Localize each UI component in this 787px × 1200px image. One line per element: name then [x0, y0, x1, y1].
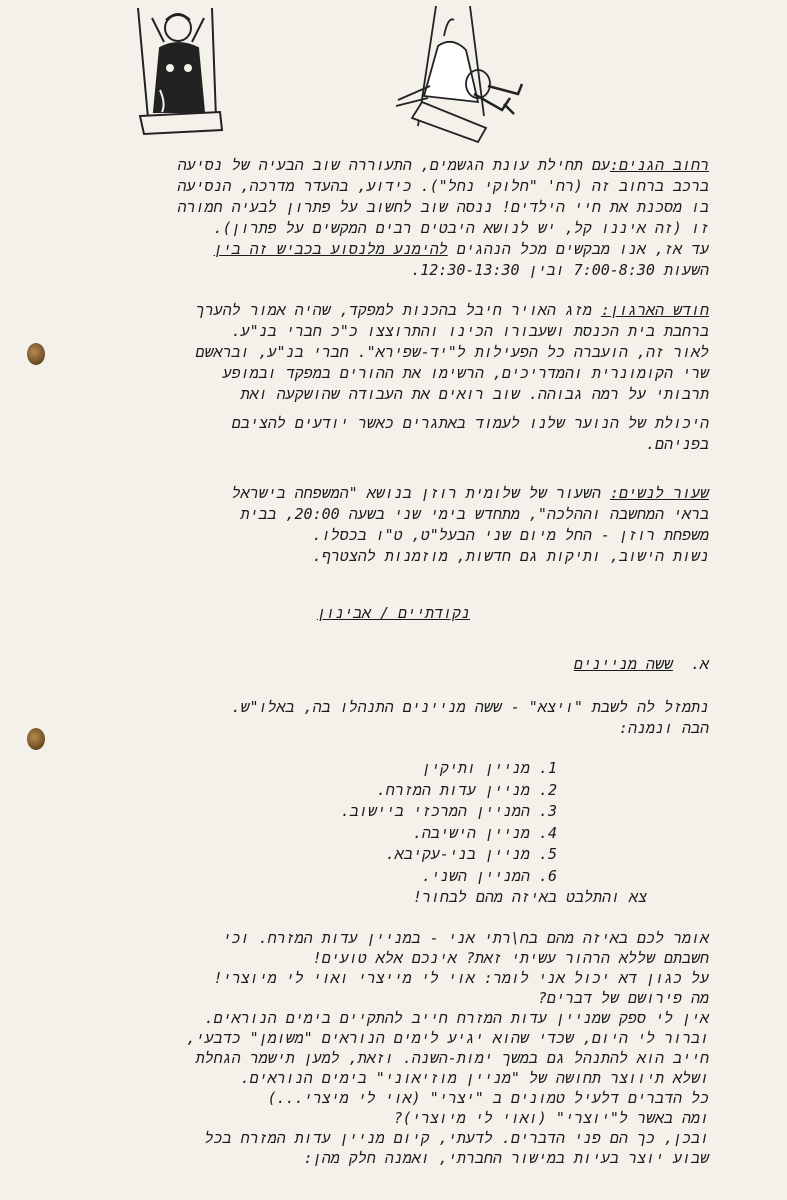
body-line: ושלא תיווצר תחושה של "מניין מוזיאוני" בימים הנוראים.: [240, 1069, 709, 1087]
organization-month-notice: [69, 300, 709, 455]
street-line: השעות 7:00-8:30 ובין 12:30-13:30.: [411, 261, 709, 279]
article-body: [69, 928, 709, 1168]
subsection-title: ששה מניינים: [573, 655, 673, 673]
body-line: מה פירושם של דברים?: [537, 989, 709, 1007]
body-line: כל הדברים דלעיל טמונים ב "יצרי" (אוי לי מיצרי...): [267, 1089, 709, 1107]
body-line: חשבתם שללא הרהור עשיתי זאת? אינכם אלא טועים!: [312, 949, 709, 967]
body-line: אין לי ספק שמניין עדות המזרח חייב להתקיים בימים הנוראים.: [204, 1009, 709, 1027]
list-footer: [7, 887, 647, 908]
street-line: זו (זה איננו קל, יש לנושא היבטים רבים המקשים על פתרון).: [213, 219, 709, 237]
organization-line: תרבותי על רמה גבוהה. שוב רואים את העבודה שהושקעה ואת: [240, 385, 709, 403]
organization-line: היכולת של הנוער שלנו לעמוד באתגרים כאשר יודעים להציבם: [231, 414, 709, 432]
body-line: על כגון דא יכול אני לומר: אוי לי מייצרי ואוי לי מיוצרי!: [213, 969, 709, 987]
list-item: 2. מניין עדות המזרח.: [376, 780, 557, 799]
body-line: וברור לי היום, שכדי שהוא יגיע לימים הנוראים "משומן" כדבעי,: [186, 1029, 709, 1047]
body-line: ובכן, כך הם פני הדברים. לדעתי, קיום מניין עדות המזרח בכל: [204, 1129, 709, 1147]
womens-lesson-line: נשות הישוב, ותיקות גם חדשות, מוזמנות להצטרף.: [312, 547, 709, 565]
organization-line: לאור זה, הועברה כל הפעילות ל"יד-שפירא". חברי בנ"ע, ובראשם: [195, 343, 709, 361]
womens-lesson-line: משפחת רוזן - החל מיום שני הבעל"ט, ט"ו בכסלו.: [312, 526, 709, 544]
list-item: 4. מניין הישיבה.: [412, 823, 557, 842]
intro-line: נתמזל לה לשבת "ויצא" - ששה מניינים התנהלו בה, באלו"ש.: [231, 698, 709, 716]
womens-lesson-line: השעור של שלומית רוזן בנושא "המשפחה בישראל: [231, 484, 610, 502]
street-line: עם תחילת עונת הגשמים, התעוררה שוב הבעיה של נסיעה: [177, 156, 610, 174]
subsection-letter: א.: [690, 655, 709, 673]
intro-line: הבה ונמנה:: [618, 719, 709, 737]
body-line: אומר לכם באיזה מהם בח\רתי אני - במניין עדות המזרח. וכי: [222, 929, 709, 947]
street-line: בו מסכנת את חיי הילדים! ננסה שוב לחשוב על פתרון לבעיה חמורה: [177, 198, 709, 216]
list-item: 3. המניין המרכזי ביישוב.: [340, 802, 557, 820]
body-line: שבוע יוצר בעיות במישור החברתי, ואמנה חלק מהן:: [303, 1149, 709, 1167]
organization-line: בפניהם.: [645, 435, 709, 453]
minyanim-list: [341, 758, 557, 887]
organization-line: מזג האויר חיבל בהכנות למפקד, שהיה אמור להערך: [195, 301, 601, 319]
organization-line: שרי הקומונרית והמדריכים, הרשימו את ההורים במפקד ובמופע: [222, 364, 709, 382]
body-line: חייב הוא להתנהל גם במשך ימות-השנה. וזאת, למען תישמר הגחלת: [195, 1049, 709, 1067]
girl-on-swing-illustration: [378, 6, 538, 146]
minyanim-intro: [69, 697, 709, 739]
street-heading: רחוב הגנים:: [609, 156, 709, 174]
street-safety-notice: [69, 155, 709, 281]
punch-hole-bottom: [27, 728, 45, 750]
list-item: 5. מניין בני-עקיבא.: [385, 845, 557, 863]
section-title-text: נקודתיים / אבינון: [316, 604, 471, 622]
child-on-swing-illustration: [130, 8, 230, 138]
womens-lesson-heading: שעור לנשים:: [609, 484, 709, 502]
womens-lesson-line: בראי המחשבה וההלכה", מתחדש בימי שני בשעה 20:00, בבית: [240, 505, 709, 523]
body-line: ומה באשר ל"יוצרי" (ואוי לי מיוצרי)?: [393, 1109, 709, 1127]
subsection-heading: [69, 654, 709, 675]
organization-line: ברחבת בית הכנסת ושעבורו הכינו והתרוצצו כ"כ חברי בנ"ע.: [231, 322, 709, 340]
street-line: ברכב ברחוב זה (רח' "חלוקי נחל"). כידוע, בהעדר מדרכה, הנסיעה: [177, 177, 709, 195]
womens-lesson-notice: [69, 483, 709, 567]
list-item: 6. המניין השני.: [421, 866, 557, 885]
section-title: [0, 604, 787, 623]
list-footer-text: צא והתלבט באיזה מהם לבחור!: [412, 888, 647, 906]
list-item: 1. מניין ותיקין: [421, 759, 557, 777]
street-line: עד אז, אנו מבקשים מכל הנהגים: [447, 240, 709, 258]
punch-hole-top: [27, 343, 45, 365]
street-emphasis: להימנע מלנסוע בכביש זה בין: [213, 240, 448, 258]
organization-heading: חודש הארגון:: [600, 301, 709, 319]
